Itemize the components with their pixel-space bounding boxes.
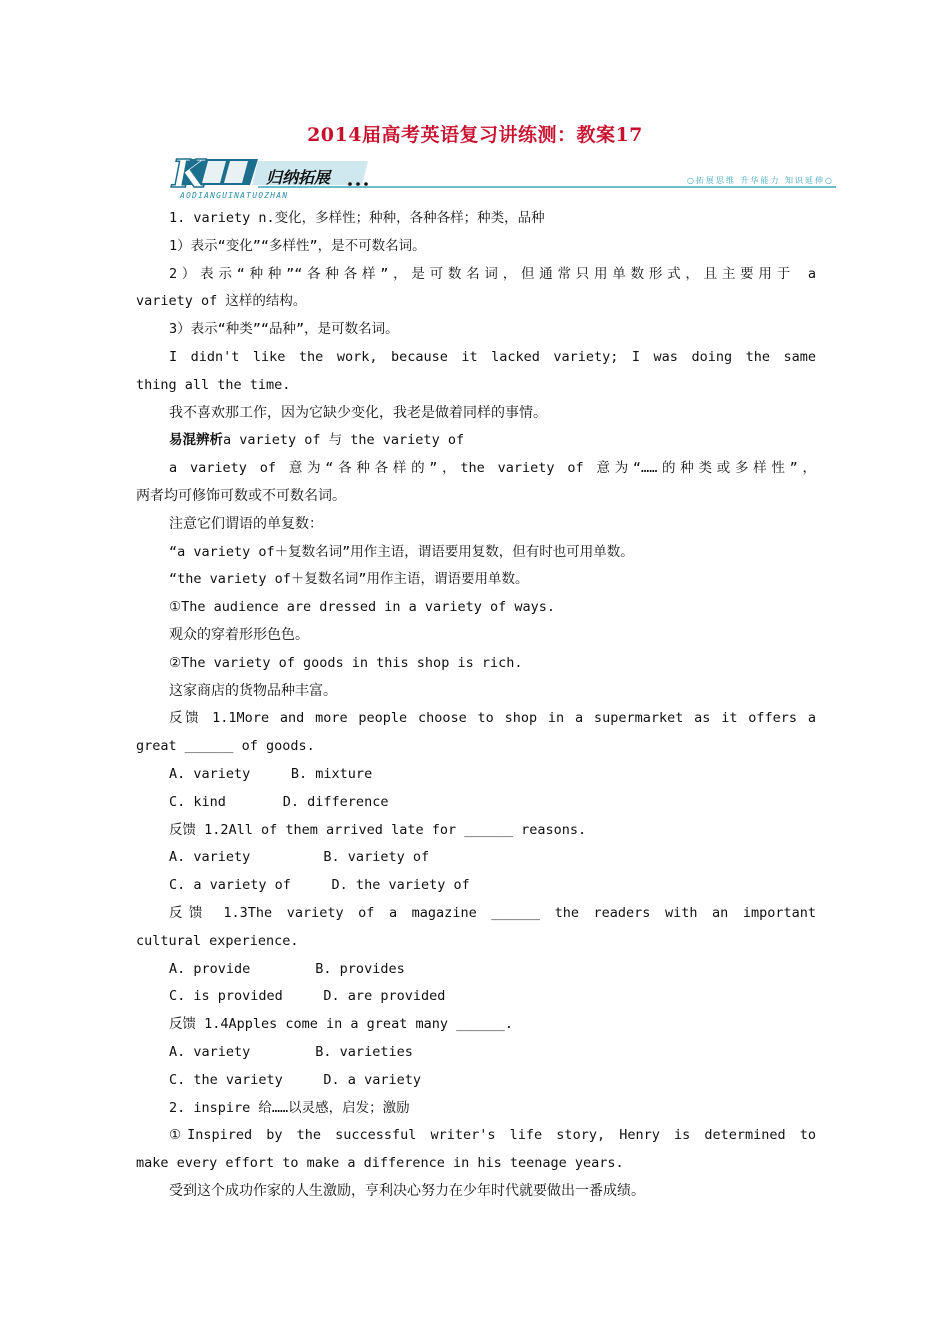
example-sentence: I didn't like the work, because it lacked variety; I was doing the same bbox=[169, 348, 816, 365]
paragraph-line: “a variety of＋复数名词”用作主语，谓语要用复数，但有时也可用单数。 bbox=[169, 543, 634, 560]
paragraph-line: 3）表示“种类”“品种”，是可数名词。 bbox=[169, 321, 399, 338]
exercise-question: 反馈 1.1More and more people choose to shop in a supermarket as it offers a bbox=[169, 710, 816, 727]
exercise-options: A. provide B. provides bbox=[169, 960, 405, 977]
example-sentence: thing all the time. bbox=[136, 376, 291, 393]
exercise-question: great ______ of goods. bbox=[136, 738, 315, 755]
banner-label: 归纳拓展 bbox=[266, 168, 331, 187]
exercise-options: C. kind D. difference bbox=[169, 793, 389, 810]
exercise-options: C. is provided D. are provided bbox=[169, 988, 446, 1005]
confusion-text: a variety of 与 the variety of bbox=[223, 432, 465, 449]
example-translation: 这家商店的货物品种丰富。 bbox=[169, 682, 337, 699]
banner-pinyin: AODIANGUINATUOZHAN bbox=[180, 191, 289, 200]
paragraph-line: “the variety of＋复数名词”用作主语，谓语要用单数。 bbox=[169, 571, 529, 588]
banner-letter: K bbox=[172, 151, 206, 196]
exercise-options: A. variety B. varieties bbox=[169, 1043, 413, 1060]
paragraph-line: a variety of 意为“各种各样的”，the variety of 意为“……的种类或多样性”， bbox=[169, 460, 816, 477]
paragraph-line: 两者均可修饰可数或不可数名词。 bbox=[136, 487, 346, 504]
example-sentence: ②The variety of goods in this shop is rich. bbox=[169, 654, 523, 671]
exercise-options: C. the variety D. a variety bbox=[169, 1071, 421, 1088]
example-translation: 观众的穿着形形色色。 bbox=[169, 626, 309, 643]
paragraph-line: 1. variety n.变化，多样性；种种，各种各样；种类，品种 bbox=[169, 210, 545, 226]
example-sentence: make every effort to make a difference in his teenage years. bbox=[136, 1155, 624, 1172]
paragraph-line: 2）表示“种种”“各种各样”，是可数名词，但通常只用单数形式，且主要用于 a bbox=[169, 265, 816, 282]
confusion-heading bbox=[136, 427, 816, 455]
exercise-question: 反馈 1.4Apples come in a great many ______. bbox=[169, 1016, 513, 1033]
paragraph-line: 注意它们谓语的单复数： bbox=[169, 515, 323, 532]
paragraph-line: variety of 这样的结构。 bbox=[136, 293, 307, 310]
document-body bbox=[136, 205, 816, 1206]
example-sentence: ①Inspired by the successful writer's life story, Henry is determined to bbox=[169, 1127, 816, 1144]
exercise-question: 反馈 1.2All of them arrived late for ______ reasons. bbox=[169, 821, 587, 838]
document-title: 2014届高考英语复习讲练测：教案17 bbox=[307, 124, 643, 146]
confusion-label: 易混辨析 bbox=[169, 432, 223, 449]
exercise-question: 反馈 1.3The variety of a magazine ______ the readers with an important bbox=[169, 904, 816, 921]
exercise-options: C. a variety of D. the variety of bbox=[169, 877, 470, 894]
banner-tagline: ○拓展思维 升华能力 知识延伸○ bbox=[686, 176, 834, 185]
example-translation: 我不喜欢那工作，因为它缺少变化，我老是做着同样的事情。 bbox=[169, 404, 547, 421]
exercise-options: A. variety B. mixture bbox=[169, 765, 373, 782]
example-sentence: ①The audience are dressed in a variety of ways. bbox=[169, 599, 555, 616]
paragraph-line: 1）表示“变化”“多样性”，是不可数名词。 bbox=[169, 237, 426, 254]
paragraph-line: 2. inspire 给……以灵感，启发；激励 bbox=[169, 1099, 410, 1116]
example-translation: 受到这个成功作家的人生激励，亨利决心努力在少年时代就要做出一番成绩。 bbox=[169, 1182, 645, 1199]
exercise-question: cultural experience. bbox=[136, 932, 299, 949]
section-banner bbox=[168, 151, 838, 201]
exercise-options: A. variety B. variety of bbox=[169, 849, 430, 866]
